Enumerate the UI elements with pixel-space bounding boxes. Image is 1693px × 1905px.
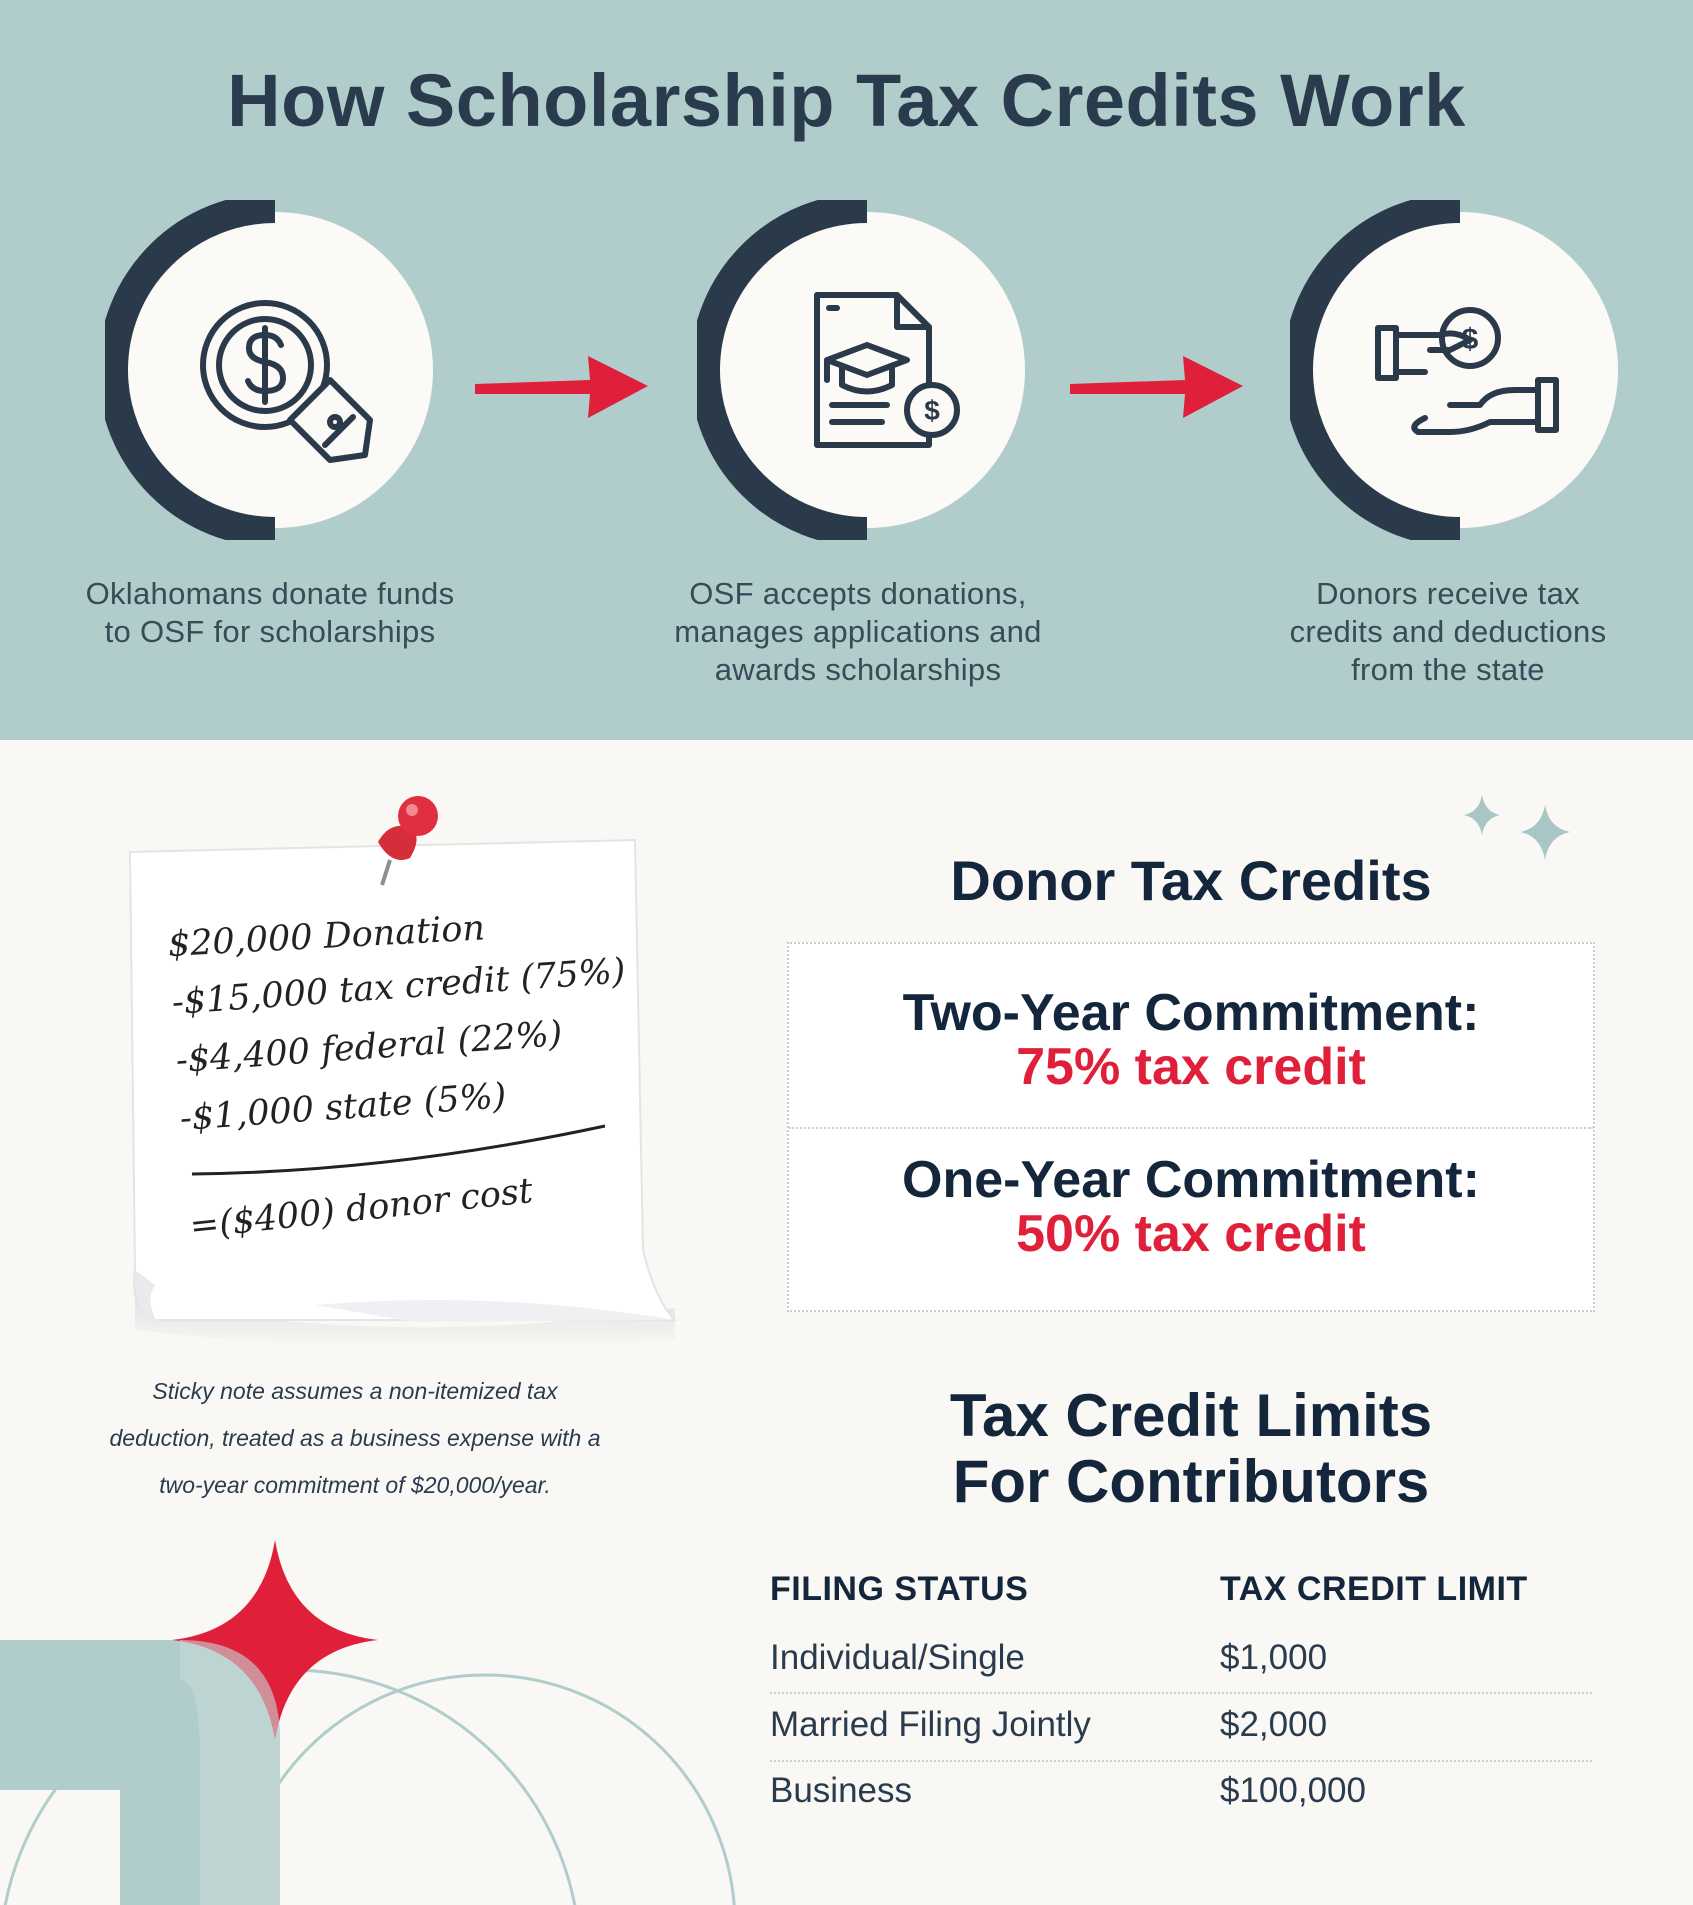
note-sum-line <box>190 1120 610 1180</box>
step-2-caption-line: OSF accepts donations, <box>689 576 1027 611</box>
note-line-donor-cost: =($400) donor cost <box>187 1171 535 1247</box>
push-pin-icon <box>360 790 450 890</box>
donor-credits-title: Donor Tax Credits <box>950 849 1432 912</box>
step-2-circle <box>697 200 1037 540</box>
decorative-shapes <box>0 1520 760 1905</box>
caption-line: deduction, treated as a business expense with a <box>109 1425 601 1451</box>
caption-line: two-year commitment of $20,000/year. <box>159 1472 551 1498</box>
commitment-box <box>787 942 1595 1312</box>
column-header-filing-status: FILING STATUS <box>770 1570 1029 1608</box>
limits-title-line: For Contributors <box>952 1448 1430 1515</box>
step-1-caption-line: to OSF for scholarships <box>104 614 436 649</box>
arrow-right-icon <box>1065 342 1250 432</box>
note-line-state: -$1,000 state (5%) <box>178 1076 508 1139</box>
credit-limit-cell: $1,000 <box>1220 1638 1328 1677</box>
step-1-caption <box>35 575 505 651</box>
caption-line: Sticky note assumes a non-itemized tax <box>152 1378 558 1404</box>
commitment-divider <box>789 1127 1593 1129</box>
step-3-circle <box>1290 200 1630 540</box>
svg-text:$: $ <box>924 395 940 426</box>
two-year-label: Two-Year Commitment: <box>902 984 1480 1042</box>
limits-title <box>787 1383 1595 1515</box>
step-3-caption <box>1213 575 1683 689</box>
step-2-caption-line: awards scholarships <box>714 652 1002 687</box>
filing-status-cell: Business <box>770 1771 913 1810</box>
svg-text:$: $ <box>1461 323 1479 356</box>
sticky-note-caption <box>90 1368 620 1509</box>
step-3-caption-line: from the state <box>1351 652 1545 687</box>
row-divider <box>770 1760 1592 1762</box>
filing-status-cell: Married Filing Jointly <box>770 1705 1091 1744</box>
one-year-value: 50% tax credit <box>1016 1205 1366 1263</box>
step-1-circle <box>105 200 445 540</box>
note-line-tax-credit: -$15,000 tax credit (75%) <box>170 951 627 1023</box>
page-title: How Scholarship Tax Credits Work <box>227 59 1466 142</box>
credit-limit-cell: $2,000 <box>1220 1705 1328 1744</box>
row-divider <box>770 1692 1592 1694</box>
step-2-caption-line: manages applications and <box>674 614 1042 649</box>
two-year-value: 75% tax credit <box>1016 1038 1366 1096</box>
step-3-caption-line: credits and deductions <box>1289 614 1607 649</box>
one-year-label: One-Year Commitment: <box>902 1151 1480 1209</box>
credit-limit-cell: $100,000 <box>1220 1771 1366 1810</box>
step-3-caption-line: Donors receive tax <box>1316 576 1580 611</box>
note-line-federal: -$4,400 federal (22%) <box>174 1014 564 1081</box>
limits-title-line: Tax Credit Limits <box>949 1382 1433 1449</box>
step-1-caption-line: Oklahomans donate funds <box>85 576 455 611</box>
column-header-credit-limit: TAX CREDIT LIMIT <box>1220 1570 1528 1608</box>
filing-status-cell: Individual/Single <box>770 1638 1025 1677</box>
step-2-caption <box>623 575 1093 689</box>
arrow-right-icon <box>470 342 655 432</box>
note-line-donation: $20,000 Donation <box>166 908 486 965</box>
